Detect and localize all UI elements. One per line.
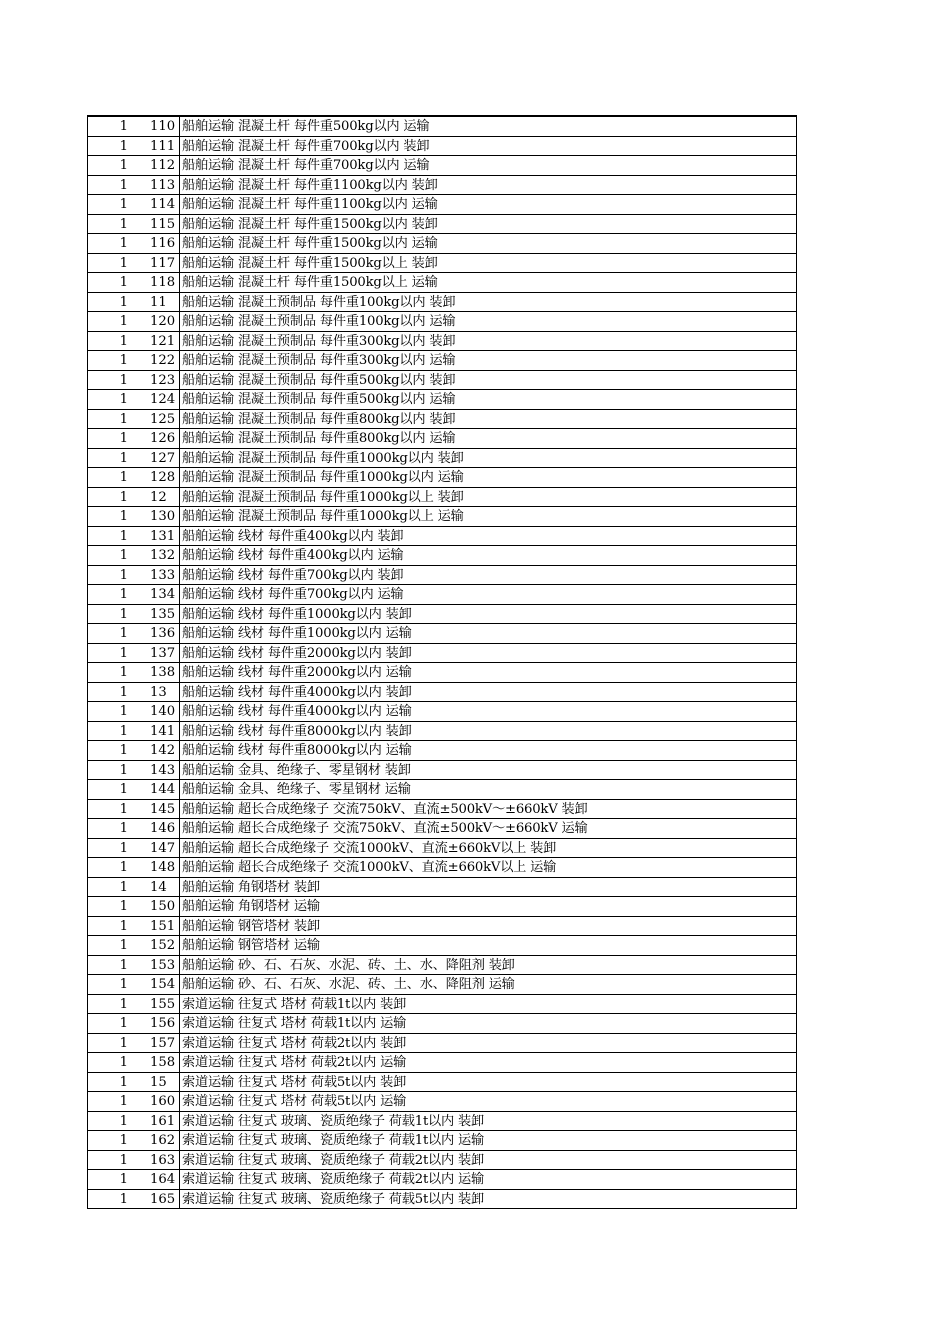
cell-description[interactable]: 船舶运输 混凝土杆 每件重1500kg以内 运输 <box>182 236 438 251</box>
table-row <box>88 663 796 683</box>
table-row <box>88 1190 796 1210</box>
cell-description[interactable]: 索道运输 往复式 玻璃、瓷质绝缘子 荷载5t以内 装卸 <box>182 1191 484 1207</box>
table-row <box>88 1112 796 1132</box>
table-row <box>88 1073 796 1093</box>
cell-description[interactable]: 船舶运输 混凝土预制品 每件重100kg以内 装卸 <box>182 294 456 310</box>
cell-description[interactable]: 船舶运输 线材 每件重4000kg以内 装卸 <box>182 684 412 700</box>
cell-group[interactable]: 1 <box>119 158 128 173</box>
cell-description[interactable]: 船舶运输 混凝土预制品 每件重800kg以内 运输 <box>182 431 456 446</box>
cell-group[interactable]: 1 <box>119 1074 128 1090</box>
cell-code[interactable]: 138 <box>128 663 180 682</box>
cell-description[interactable]: 船舶运输 超长合成绝缘子 交流1000kV、直流±660kV以上 装卸 <box>182 840 557 856</box>
table-row <box>88 332 796 352</box>
cell-group[interactable]: 1 <box>119 509 128 524</box>
cell-group[interactable]: 1 <box>119 996 128 1012</box>
cell-group[interactable]: 1 <box>119 879 128 895</box>
cell-description[interactable]: 船舶运输 混凝土预制品 每件重100kg以内 运输 <box>182 314 456 329</box>
cell-group[interactable]: 1 <box>119 606 128 622</box>
table-row <box>88 1014 796 1034</box>
cell-description[interactable]: 索道运输 往复式 塔材 荷载2t以内 装卸 <box>182 1035 407 1051</box>
cell-group[interactable]: 1 <box>119 294 128 310</box>
table-row <box>88 683 796 703</box>
cell-code[interactable]: 165 <box>128 1190 180 1209</box>
cell-code[interactable]: 128 <box>128 468 180 487</box>
table-row <box>88 156 796 176</box>
cell-code[interactable]: 136 <box>128 624 180 643</box>
cell-code[interactable]: 143 <box>128 761 180 780</box>
cell-code[interactable]: 125 <box>128 410 180 429</box>
cell-description[interactable]: 船舶运输 混凝土杆 每件重1500kg以上 运输 <box>182 275 438 290</box>
cell-code[interactable]: 157 <box>128 1034 180 1053</box>
cell-code[interactable]: 141 <box>128 722 180 741</box>
cell-group[interactable]: 1 <box>119 743 128 758</box>
cell-group[interactable]: 1 <box>119 938 128 953</box>
cell-description[interactable]: 索道运输 往复式 玻璃、瓷质绝缘子 荷载1t以内 装卸 <box>182 1113 484 1129</box>
table-row <box>88 371 796 391</box>
cell-group[interactable]: 1 <box>119 1191 128 1207</box>
table-row <box>88 507 796 527</box>
cell-code[interactable]: 13 <box>128 683 180 702</box>
cell-code[interactable]: 151 <box>128 917 180 936</box>
table-row <box>88 858 796 878</box>
table-row <box>88 176 796 196</box>
cell-code[interactable]: 131 <box>128 527 180 546</box>
cell-code[interactable]: 12 <box>128 488 180 507</box>
cell-code[interactable]: 146 <box>128 819 180 838</box>
table-row <box>88 585 796 605</box>
cell-code[interactable]: 152 <box>128 936 180 955</box>
table-row <box>88 956 796 976</box>
cell-code[interactable]: 162 <box>128 1131 180 1150</box>
table-row <box>88 234 796 254</box>
cell-code[interactable]: 112 <box>128 156 180 175</box>
table-row <box>88 917 796 937</box>
cell-group[interactable]: 1 <box>119 236 128 251</box>
table-row <box>88 936 796 956</box>
cell-code[interactable]: 142 <box>128 741 180 760</box>
cell-description[interactable]: 船舶运输 混凝土杆 每件重1500kg以内 装卸 <box>182 216 438 232</box>
cell-description[interactable]: 索道运输 往复式 塔材 荷载1t以内 装卸 <box>182 996 407 1012</box>
cell-group[interactable]: 1 <box>119 353 128 368</box>
table-row <box>88 468 796 488</box>
cell-code[interactable]: 140 <box>128 702 180 721</box>
cell-description[interactable]: 船舶运输 线材 每件重2000kg以内 运输 <box>182 665 412 680</box>
cell-description[interactable]: 船舶运输 混凝土预制品 每件重300kg以内 运输 <box>182 353 456 368</box>
table-row <box>88 1034 796 1054</box>
cell-description[interactable]: 船舶运输 混凝土杆 每件重1100kg以内 运输 <box>182 197 438 212</box>
cell-code[interactable]: 158 <box>128 1053 180 1072</box>
cell-group[interactable]: 1 <box>119 216 128 232</box>
cell-description[interactable]: 船舶运输 钢管塔材 装卸 <box>182 918 320 934</box>
cell-description[interactable]: 船舶运输 线材 每件重400kg以内 装卸 <box>182 528 404 544</box>
cell-group[interactable]: 1 <box>119 275 128 290</box>
table-row <box>88 449 796 469</box>
table-row <box>88 897 796 917</box>
table-row <box>88 995 796 1015</box>
table-row <box>88 624 796 644</box>
cell-group[interactable]: 1 <box>119 587 128 602</box>
cell-code[interactable]: 133 <box>128 566 180 585</box>
cell-description[interactable]: 船舶运输 混凝土预制品 每件重800kg以内 装卸 <box>182 411 456 427</box>
cell-description[interactable]: 船舶运输 线材 每件重2000kg以内 装卸 <box>182 645 412 661</box>
cell-group[interactable]: 1 <box>119 470 128 485</box>
table-row <box>88 761 796 781</box>
cell-group[interactable]: 1 <box>119 899 128 914</box>
cell-code[interactable]: 155 <box>128 995 180 1014</box>
cell-description[interactable]: 船舶运输 混凝土杆 每件重700kg以内 运输 <box>182 158 430 173</box>
table-row <box>88 1170 796 1190</box>
cell-code[interactable]: 11 <box>128 293 180 312</box>
cell-group[interactable]: 1 <box>119 528 128 544</box>
cell-group[interactable]: 1 <box>119 138 128 154</box>
cell-description[interactable]: 船舶运输 混凝土预制品 每件重500kg以内 运输 <box>182 392 456 407</box>
cell-code[interactable]: 147 <box>128 839 180 858</box>
cell-code[interactable]: 115 <box>128 215 180 234</box>
table-row <box>88 215 796 235</box>
table-row <box>88 273 796 293</box>
cell-code[interactable]: 137 <box>128 644 180 663</box>
table-row <box>88 975 796 995</box>
cell-group[interactable]: 1 <box>119 372 128 388</box>
cell-group[interactable]: 1 <box>119 119 128 134</box>
cell-group[interactable]: 1 <box>119 431 128 446</box>
cell-group[interactable]: 1 <box>119 450 128 466</box>
cell-group[interactable]: 1 <box>119 1172 128 1187</box>
cell-description[interactable]: 船舶运输 线材 每件重1000kg以内 装卸 <box>182 606 412 622</box>
table-row <box>88 1053 796 1073</box>
cell-code[interactable]: 116 <box>128 234 180 253</box>
table-row <box>88 1151 796 1171</box>
table-row <box>88 722 796 742</box>
cell-description[interactable]: 船舶运输 钢管塔材 运输 <box>182 938 320 953</box>
cell-group[interactable]: 1 <box>119 762 128 778</box>
cell-code[interactable]: 150 <box>128 897 180 916</box>
cell-group[interactable]: 1 <box>119 860 128 875</box>
cell-code[interactable]: 130 <box>128 507 180 526</box>
cell-description[interactable]: 船舶运输 超长合成绝缘子 交流1000kV、直流±660kV以上 运输 <box>182 860 557 875</box>
cell-group[interactable]: 1 <box>119 1016 128 1031</box>
cell-description[interactable]: 船舶运输 混凝土预制品 每件重300kg以内 装卸 <box>182 333 456 349</box>
cell-group[interactable]: 1 <box>119 392 128 407</box>
cell-description[interactable]: 船舶运输 混凝土杆 每件重1500kg以上 装卸 <box>182 255 438 271</box>
cell-code[interactable]: 161 <box>128 1112 180 1131</box>
cell-group[interactable]: 1 <box>119 314 128 329</box>
table-row <box>88 741 796 761</box>
table-row <box>88 488 796 508</box>
table-row <box>88 351 796 371</box>
cell-group[interactable]: 1 <box>119 1055 128 1070</box>
table-row <box>88 137 796 157</box>
table-row <box>88 644 796 664</box>
cell-description[interactable]: 船舶运输 超长合成绝缘子 交流750kV、直流±500kV～±660kV 运输 <box>182 821 588 836</box>
cell-group[interactable]: 1 <box>119 255 128 271</box>
cell-group[interactable]: 1 <box>119 333 128 349</box>
cell-description[interactable]: 船舶运输 混凝土预制品 每件重1000kg以内 运输 <box>182 470 464 485</box>
table-row <box>88 429 796 449</box>
cell-code[interactable]: 148 <box>128 858 180 877</box>
table-row <box>88 1131 796 1151</box>
cell-group[interactable]: 1 <box>119 704 128 719</box>
table-row <box>88 410 796 430</box>
cell-group[interactable]: 1 <box>119 840 128 856</box>
cell-code[interactable]: 154 <box>128 975 180 994</box>
cell-group[interactable]: 1 <box>119 723 128 739</box>
cell-description[interactable]: 船舶运输 混凝土杆 每件重700kg以内 装卸 <box>182 138 430 154</box>
table-row <box>88 1092 796 1112</box>
cell-group[interactable]: 1 <box>119 782 128 797</box>
cell-code[interactable]: 110 <box>128 117 180 136</box>
cell-description[interactable]: 船舶运输 砂、石、石灰、水泥、砖、土、水、降阻剂 装卸 <box>182 957 515 973</box>
cell-group[interactable]: 1 <box>119 1133 128 1148</box>
table-row <box>88 117 796 137</box>
cell-description[interactable]: 索道运输 往复式 玻璃、瓷质绝缘子 荷载2t以内 运输 <box>182 1172 484 1187</box>
cell-description[interactable]: 船舶运输 超长合成绝缘子 交流750kV、直流±500kV～±660kV 装卸 <box>182 801 588 817</box>
cell-description[interactable]: 船舶运输 混凝土预制品 每件重1000kg以上 运输 <box>182 509 464 524</box>
cell-code[interactable]: 144 <box>128 780 180 799</box>
table-row <box>88 780 796 800</box>
cell-code[interactable]: 114 <box>128 195 180 214</box>
cell-description[interactable]: 船舶运输 线材 每件重1000kg以内 运输 <box>182 626 412 641</box>
cell-description[interactable]: 索道运输 往复式 塔材 荷载5t以内 装卸 <box>182 1074 407 1090</box>
cell-group[interactable]: 1 <box>119 177 128 193</box>
cell-description[interactable]: 船舶运输 混凝土预制品 每件重1000kg以内 装卸 <box>182 450 464 466</box>
cell-group[interactable]: 1 <box>119 1035 128 1051</box>
cell-code[interactable]: 156 <box>128 1014 180 1033</box>
cell-code[interactable]: 121 <box>128 332 180 351</box>
cell-group[interactable]: 1 <box>119 548 128 563</box>
table-row <box>88 390 796 410</box>
cell-description[interactable]: 船舶运输 角钢塔材 装卸 <box>182 879 320 895</box>
cell-description[interactable]: 船舶运输 混凝土预制品 每件重500kg以内 装卸 <box>182 372 456 388</box>
cell-group[interactable]: 1 <box>119 684 128 700</box>
cell-group[interactable]: 1 <box>119 821 128 836</box>
cell-description[interactable]: 船舶运输 角钢塔材 运输 <box>182 899 320 914</box>
cell-description[interactable]: 索道运输 往复式 塔材 荷载2t以内 运输 <box>182 1055 407 1070</box>
cell-group[interactable]: 1 <box>119 567 128 583</box>
cell-group[interactable]: 1 <box>119 665 128 680</box>
cell-description[interactable]: 船舶运输 线材 每件重8000kg以内 运输 <box>182 743 412 758</box>
cell-group[interactable]: 1 <box>119 489 128 505</box>
table-row <box>88 312 796 332</box>
cell-description[interactable]: 船舶运输 线材 每件重400kg以内 运输 <box>182 548 404 563</box>
cell-group[interactable]: 1 <box>119 197 128 212</box>
cell-code[interactable]: 134 <box>128 585 180 604</box>
table-row <box>88 800 796 820</box>
cell-code[interactable]: 145 <box>128 800 180 819</box>
cell-code[interactable]: 113 <box>128 176 180 195</box>
table-row <box>88 566 796 586</box>
cell-description[interactable]: 船舶运输 线材 每件重700kg以内 运输 <box>182 587 404 602</box>
table-row <box>88 702 796 722</box>
cell-group[interactable]: 1 <box>119 918 128 934</box>
cell-description[interactable]: 船舶运输 线材 每件重700kg以内 装卸 <box>182 567 404 583</box>
cell-group[interactable]: 1 <box>119 626 128 641</box>
cell-code[interactable]: 135 <box>128 605 180 624</box>
cell-code[interactable]: 123 <box>128 371 180 390</box>
cell-code[interactable]: 163 <box>128 1151 180 1170</box>
cell-group[interactable]: 1 <box>119 1113 128 1129</box>
cell-code[interactable]: 124 <box>128 390 180 409</box>
cell-group[interactable]: 1 <box>119 1094 128 1109</box>
cell-description[interactable]: 索道运输 往复式 塔材 荷载1t以内 运输 <box>182 1016 407 1031</box>
cell-group[interactable]: 1 <box>119 801 128 817</box>
cell-code[interactable]: 160 <box>128 1092 180 1111</box>
cell-code[interactable]: 117 <box>128 254 180 273</box>
cell-description[interactable]: 船舶运输 砂、石、石灰、水泥、砖、土、水、降阻剂 运输 <box>182 977 515 992</box>
cell-description[interactable]: 船舶运输 混凝土预制品 每件重1000kg以上 装卸 <box>182 489 464 505</box>
cell-code[interactable]: 127 <box>128 449 180 468</box>
cell-group[interactable]: 1 <box>119 957 128 973</box>
cell-description[interactable]: 船舶运输 线材 每件重4000kg以内 运输 <box>182 704 412 719</box>
cell-code[interactable]: 14 <box>128 878 180 897</box>
cell-description[interactable]: 船舶运输 金具、绝缘子、零星钢材 装卸 <box>182 762 411 778</box>
cell-group[interactable]: 1 <box>119 1152 128 1168</box>
table-row <box>88 878 796 898</box>
cell-code[interactable]: 164 <box>128 1170 180 1189</box>
cell-code[interactable]: 120 <box>128 312 180 331</box>
cell-code[interactable]: 126 <box>128 429 180 448</box>
spreadsheet-table <box>87 115 797 1209</box>
cell-code[interactable]: 132 <box>128 546 180 565</box>
cell-code[interactable]: 118 <box>128 273 180 292</box>
cell-code[interactable]: 111 <box>128 137 180 156</box>
table-row <box>88 527 796 547</box>
table-row <box>88 293 796 313</box>
table-row <box>88 254 796 274</box>
cell-group[interactable]: 1 <box>119 411 128 427</box>
cell-description[interactable]: 索道运输 往复式 玻璃、瓷质绝缘子 荷载2t以内 装卸 <box>182 1152 484 1168</box>
table-row <box>88 819 796 839</box>
cell-description[interactable]: 索道运输 往复式 玻璃、瓷质绝缘子 荷载1t以内 运输 <box>182 1133 484 1148</box>
table-row <box>88 195 796 215</box>
cell-group[interactable]: 1 <box>119 645 128 661</box>
cell-code[interactable]: 122 <box>128 351 180 370</box>
table-row <box>88 546 796 566</box>
cell-description[interactable]: 船舶运输 混凝土杆 每件重1100kg以内 装卸 <box>182 177 438 193</box>
table-row <box>88 839 796 859</box>
cell-description[interactable]: 船舶运输 线材 每件重8000kg以内 装卸 <box>182 723 412 739</box>
cell-description[interactable]: 索道运输 往复式 塔材 荷载5t以内 运输 <box>182 1094 407 1109</box>
table-row <box>88 605 796 625</box>
cell-code[interactable]: 15 <box>128 1073 180 1092</box>
cell-code[interactable]: 153 <box>128 956 180 975</box>
cell-description[interactable]: 船舶运输 混凝土杆 每件重500kg以内 运输 <box>182 119 430 134</box>
cell-group[interactable]: 1 <box>119 977 128 992</box>
cell-description[interactable]: 船舶运输 金具、绝缘子、零星钢材 运输 <box>182 782 411 797</box>
